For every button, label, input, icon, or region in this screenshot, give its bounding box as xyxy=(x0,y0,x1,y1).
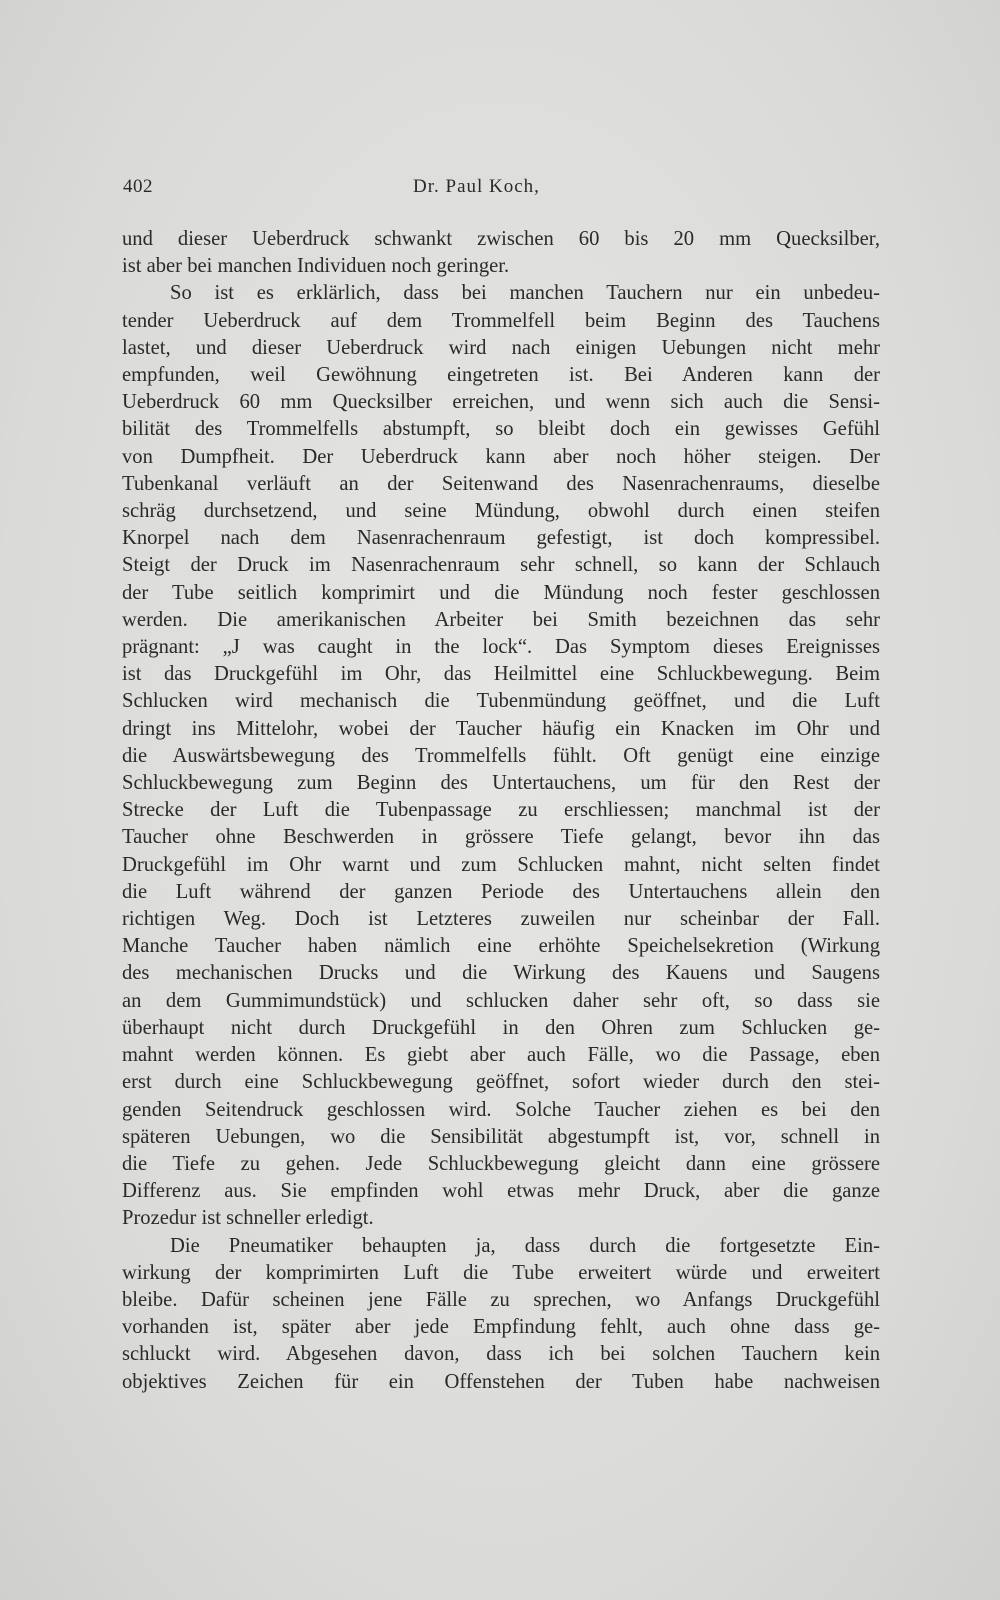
text-line: Tubenkanal verläuft an der Seitenwand des Nasenrachenraums, dieselbe xyxy=(122,472,880,495)
page-number: 402 xyxy=(123,176,153,197)
text-line: an dem Gummimundstück) und schlucken daher sehr oft, so dass sie xyxy=(122,989,880,1012)
text-line: vorhanden ist, später aber jede Empfindung fehlt, auch ohne dass ge- xyxy=(122,1316,880,1339)
text-line: Taucher ohne Beschwerden in grössere Tiefe gelangt, bevor ihn das xyxy=(122,826,880,849)
running-head-author: Dr. Paul Koch, xyxy=(413,176,540,197)
text-line: Schlucken wird mechanisch die Tubenmündung geöffnet, und die Luft xyxy=(122,690,880,713)
text-line: mahnt werden können. Es giebt aber auch Fälle, wo die Passage, eben xyxy=(122,1044,880,1067)
text-line: Druckgefühl im Ohr warnt und zum Schlucken mahnt, nicht selten findet xyxy=(122,853,880,876)
text-line: ist aber bei manchen Individuen noch geringer. xyxy=(122,255,510,278)
text-line: des mechanischen Drucks und die Wirkung des Kauens und Saugens xyxy=(122,962,880,985)
text-line: von Dumpfheit. Der Ueberdruck kann aber noch höher steigen. Der xyxy=(122,445,880,468)
text-line: Strecke der Luft die Tubenpassage zu erschliessen; manchmal ist der xyxy=(122,799,880,822)
text-line: empfunden, weil Gewöhnung eingetreten ist. Bei Anderen kann der xyxy=(122,364,880,387)
text-line: die Luft während der ganzen Periode des Untertauchens allein den xyxy=(122,880,880,903)
text-line: genden Seitendruck geschlossen wird. Solche Taucher ziehen es bei den xyxy=(122,1098,880,1121)
text-line: ist das Druckgefühl im Ohr, das Heilmittel eine Schluckbewegung. Beim xyxy=(122,663,880,686)
text-line: schräg durchsetzend, und seine Mündung, obwohl durch einen steifen xyxy=(122,500,880,523)
text-line: tender Ueberdruck auf dem Trommelfell beim Beginn des Tauchens xyxy=(122,309,880,332)
text-line: werden. Die amerikanischen Arbeiter bei Smith bezeichnen das sehr xyxy=(122,608,880,631)
text-line: die Tiefe zu gehen. Jede Schluckbewegung gleicht dann eine grössere xyxy=(122,1152,880,1175)
text-line: bilität des Trommelfells abstumpft, so bleibt doch ein gewisses Gefühl xyxy=(122,418,880,441)
text-line: Schluckbewegung zum Beginn des Untertauchens, um für den Rest der xyxy=(122,772,880,795)
paragraph-start-line: Die Pneumatiker behaupten ja, dass durch die fortgesetzte Ein- xyxy=(170,1234,880,1257)
text-line: richtigen Weg. Doch ist Letzteres zuweilen nur scheinbar der Fall. xyxy=(122,908,880,931)
text-line: überhaupt nicht durch Druckgefühl in den Ohren zum Schlucken ge- xyxy=(122,1016,880,1039)
text-line: Differenz aus. Sie empfinden wohl etwas mehr Druck, aber die ganze xyxy=(122,1180,880,1203)
text-line: Ueberdruck 60 mm Quecksilber erreichen, und wenn sich auch die Sensi- xyxy=(122,391,880,414)
text-line: der Tube seitlich komprimirt und die Mündung noch fester geschlossen xyxy=(122,581,880,604)
text-line: prägnant: „J was caught in the lock“. Das Symptom dieses Ereignisses xyxy=(122,636,880,659)
text-line: bleibe. Dafür scheinen jene Fälle zu sprechen, wo Anfangs Druckgefühl xyxy=(122,1288,880,1311)
text-line: Knorpel nach dem Nasenrachenraum gefestigt, ist doch kompressibel. xyxy=(122,527,880,550)
page-header xyxy=(123,176,879,206)
text-line: Manche Taucher haben nämlich eine erhöhte Speichelsekretion (Wirkung xyxy=(122,935,880,958)
text-line: schluckt wird. Abgesehen davon, dass ich bei solchen Tauchern kein xyxy=(122,1343,880,1366)
text-line: wirkung der komprimirten Luft die Tube erweitert würde und erweitert xyxy=(122,1261,880,1284)
text-line: Prozedur ist schneller erledigt. xyxy=(122,1207,374,1230)
text-line: Steigt der Druck im Nasenrachenraum sehr schnell, so kann der Schlauch xyxy=(122,554,880,577)
text-line: die Auswärtsbewegung des Trommelfells fühlt. Oft genügt eine einzige xyxy=(122,744,880,767)
text-line: späteren Uebungen, wo die Sensibilität abgestumpft ist, vor, schnell in xyxy=(122,1125,880,1148)
text-line: und dieser Ueberdruck schwankt zwischen 60 bis 20 mm Quecksilber, xyxy=(122,228,880,250)
paragraph-start-line: So ist es erklärlich, dass bei manchen Tauchern nur ein unbedeu- xyxy=(170,282,880,305)
text-line: dringt ins Mittelohr, wobei der Taucher häufig ein Knacken im Ohr und xyxy=(122,717,880,740)
text-line: erst durch eine Schluckbewegung geöffnet, sofort wieder durch den stei- xyxy=(122,1071,880,1094)
body-text xyxy=(122,226,880,1396)
text-line: lastet, und dieser Ueberdruck wird nach einigen Uebungen nicht mehr xyxy=(122,336,880,359)
text-line: objektives Zeichen für ein Offenstehen der Tuben habe nachweisen xyxy=(122,1370,880,1393)
